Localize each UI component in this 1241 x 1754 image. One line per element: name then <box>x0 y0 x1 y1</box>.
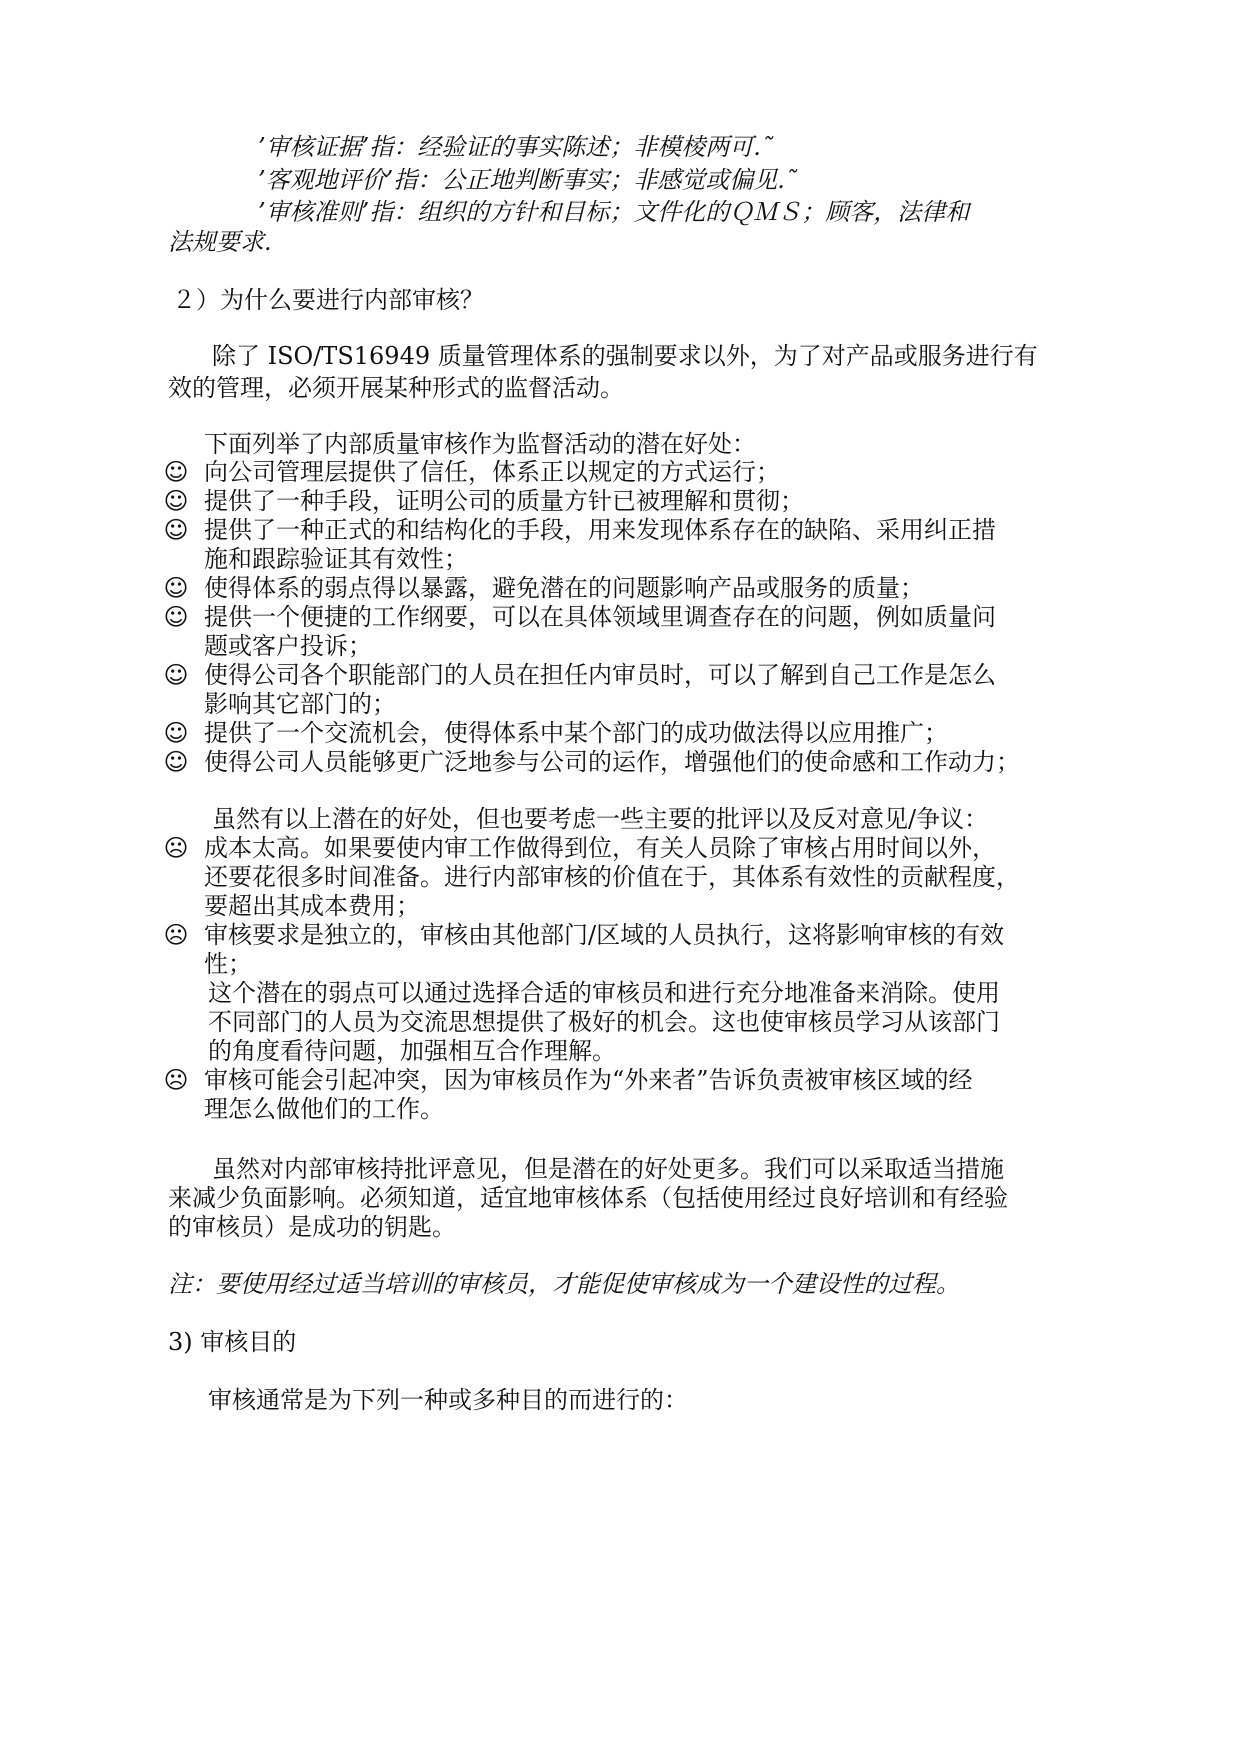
smiley-face-icon: ☺ <box>163 661 189 689</box>
list-item: 审核要求是独立的，审核由其他部门/区域的人员执行，这将影响审核的有效 <box>204 921 1005 949</box>
conclusion-line: 虽然对内部审核持批评意见，但是潜在的好处更多。我们可以采取适当措施 <box>212 1155 1004 1183</box>
smiley-face-icon: ☺ <box>163 603 189 631</box>
paragraph-line: 效的管理，必须开展某种形式的监督活动。 <box>168 374 624 402</box>
list-item-cont: 题或客户投诉； <box>204 632 372 660</box>
conclusion-line: 来减少负面影响。必须知道，适宜地审核体系（包括使用经过良好培训和有经验 <box>168 1184 1008 1212</box>
list-item: 提供了一个交流机会，使得体系中某个部门的成功做法得以应用推广； <box>204 719 948 747</box>
list-item: 使得体系的弱点得以暴露，避免潜在的问题影响产品或服务的质量； <box>204 574 924 602</box>
definition-audit-evidence: ’审核证据’指：经验证的事实陈述；非模棱两可.˜ <box>258 133 773 161</box>
definition-audit-criteria: ’审核准则’指：组织的方针和目标；文件化的ＱＭＳ；顾客，法律和 <box>258 198 970 226</box>
list-item: 提供一个便捷的工作纲要，可以在具体领域里调查存在的问题，例如质量问 <box>204 603 996 631</box>
list-item: 审核可能会引起冲突，因为审核员作为“外来者”告诉负责被审核区域的经 <box>204 1066 973 1094</box>
list-item: 使得公司人员能够更广泛地参与公司的运作，增强他们的使命感和工作动力； <box>204 748 1020 776</box>
criticism-note-line: 这个潜在的弱点可以通过选择合适的审核员和进行充分地准备来消除。使用 <box>208 979 1000 1007</box>
section-heading-audit-purpose: 3) 审核目的 <box>168 1328 297 1356</box>
smiley-face-icon: ☺ <box>163 487 189 515</box>
smiley-face-icon: ☺ <box>163 719 189 747</box>
section3-lead: 审核通常是为下列一种或多种目的而进行的： <box>208 1386 688 1414</box>
paragraph-line: 除了 ISO/TS16949 质量管理体系的强制要求以外，为了对产品或服务进行有 <box>212 342 1038 370</box>
smiley-face-icon: ☺ <box>163 516 189 544</box>
section-heading-why-internal-audit: ２）为什么要进行内部审核？ <box>172 286 484 314</box>
list-item: 成本太高。如果要使内审工作做得到位，有关人员除了审核占用时间以外， <box>204 834 996 862</box>
note-line: 注：要使用经过适当培训的审核员，才能促使审核成为一个建设性的过程。 <box>168 1270 960 1298</box>
smiley-face-icon: ☺ <box>163 574 189 602</box>
list-item: 使得公司各个职能部门的人员在担任内审员时，可以了解到自己工作是怎么 <box>204 661 996 689</box>
smiley-face-icon: ☺ <box>163 748 189 776</box>
frowning-face-icon: ☹ <box>163 921 189 949</box>
list-item-cont: 还要花很多时间准备。进行内部审核的价值在于，其体系有效性的贡献程度， <box>204 863 1020 891</box>
conclusion-line: 的审核员）是成功的钥匙。 <box>168 1213 456 1241</box>
list-item-cont: 理怎么做他们的工作。 <box>204 1095 444 1123</box>
list-item-cont: 性； <box>204 950 252 978</box>
list-item: 提供了一种正式的和结构化的手段，用来发现体系存在的缺陷、采用纠正措 <box>204 516 996 544</box>
criticism-note-line: 不同部门的人员为交流思想提供了极好的机会。这也使审核员学习从该部门 <box>208 1008 1000 1036</box>
list-item: 向公司管理层提供了信任，体系正以规定的方式运行； <box>204 458 780 486</box>
frowning-face-icon: ☹ <box>163 1066 189 1094</box>
criticism-note-line: 的角度看待问题，加强相互合作理解。 <box>208 1037 616 1065</box>
list-item-cont: 要超出其成本费用； <box>204 892 420 920</box>
smiley-face-icon: ☺ <box>163 458 189 486</box>
definition-audit-criteria-cont: 法规要求. <box>168 228 272 256</box>
list-item-cont: 影响其它部门的； <box>204 690 396 718</box>
list-item: 提供了一种手段，证明公司的质量方针已被理解和贯彻； <box>204 487 804 515</box>
frowning-face-icon: ☹ <box>163 834 189 862</box>
definition-objective-evaluation: ’客观地评价’指：公正地判断事实；非感觉或偏见.˜ <box>258 166 797 194</box>
benefits-lead: 下面列举了内部质量审核作为监督活动的潜在好处： <box>204 430 756 458</box>
criticism-lead: 虽然有以上潜在的好处，但也要考虑一些主要的批评以及反对意见/争议： <box>212 805 989 833</box>
list-item-cont: 施和跟踪验证其有效性； <box>204 545 468 573</box>
